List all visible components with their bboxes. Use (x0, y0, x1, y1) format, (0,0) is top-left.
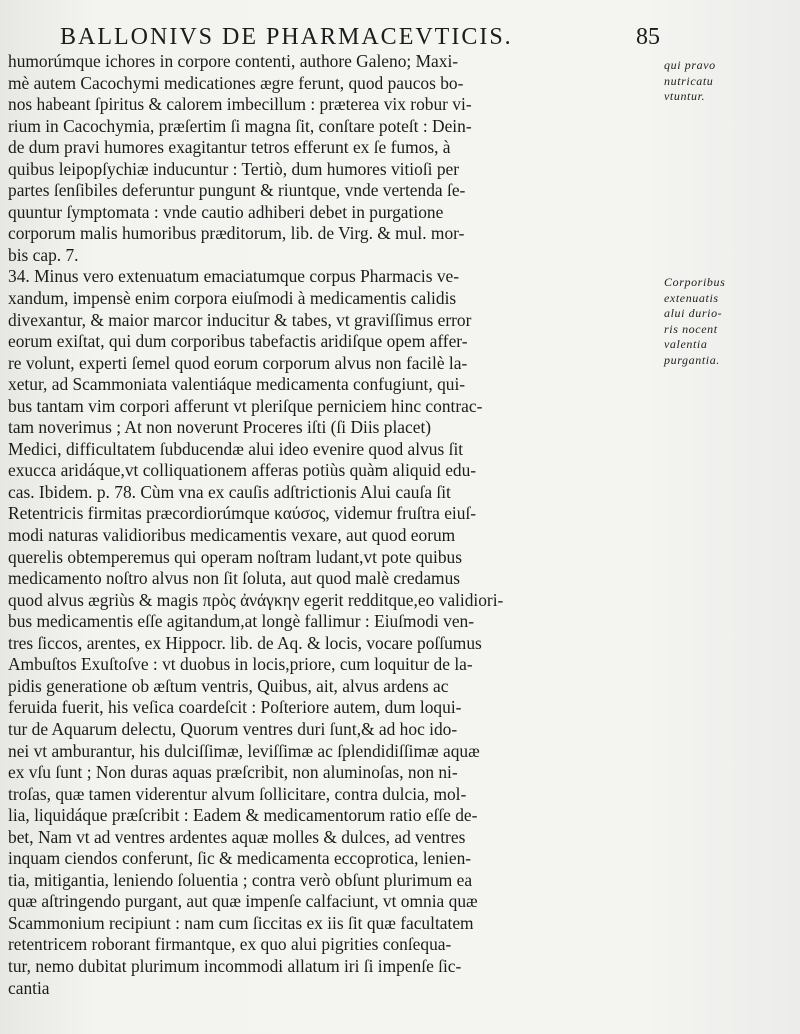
text-line: re volunt, experti ſemel quod eorum corporum alvus non facilè la- (8, 352, 468, 373)
margin-note-2 (664, 275, 794, 368)
text-line: partes ſenſibiles deferuntur pungunt & riuntque, vnde vertenda ſe- (8, 180, 466, 201)
text-line: cantia (8, 977, 50, 998)
text-line: Scammonium recipiunt : nam cum ſiccitas ex iis ſit quæ facultatem (8, 912, 474, 933)
text-line: eorum exiſtat, qui dum corporibus tabefactis aridiſque opem affer- (8, 331, 468, 352)
text-line: Medici, difficultatem ſubducendæ alui ideo evenire quod alvus ſit (8, 438, 464, 459)
text-line: modi naturas validioribus medicamentis vexare, aut quod eorum (8, 525, 456, 546)
text-line: humorúmque ichores in corpore contenti, authore Galeno; Maxi- (8, 51, 459, 71)
text-line: 34. Minus vero extenuatum emaciatumque corpus Pharmacis ve- (8, 266, 460, 287)
text-line: lia, liquidáque præſcribit : Eadem & medicamentorum ratio eſſe de- (8, 805, 478, 826)
text-line: corporum malis humoribus præditorum, lib. de Virg. & mul. mor- (8, 223, 465, 244)
text-line: quibus leipopſychiæ inducuntur : Tertiò, dum humores vitioſi per (8, 158, 460, 179)
text-line: cas. Ibidem. p. 78. Cùm vna ex cauſis adſtrictionis Alui cauſa ſit (8, 481, 451, 502)
text-line: inquam ciendos conferunt, ſic & medicamenta eccoprotica, lenien- (8, 848, 472, 869)
margin-note-line: vtuntur. (664, 89, 706, 103)
margin-note-line: Corporibus (664, 275, 726, 289)
margin-note-1 (664, 58, 794, 105)
text-line: mè autem Cacochymi medicationes ægre ferunt, quod paucos bo- (8, 72, 464, 93)
text-line: bus medicamentis eſſe agitandum,at longè fallimur : Eiuſmodi ven- (8, 611, 475, 632)
margin-note-line: valentia (664, 337, 708, 351)
margin-note-line: qui pravo (664, 58, 716, 72)
text-line: troſas, quæ tamen viderentur alvum ſollicitare, contra dulcia, mol- (8, 783, 467, 804)
text-line: tur de Aquarum delectu, Quorum ventres duri ſunt,& ad hoc ido- (8, 718, 458, 739)
text-line: bus tantam vim corpori afferunt vt pleriſque perniciem hinc contrac- (8, 395, 483, 416)
page-number: 85 (636, 24, 660, 50)
text-line: quæ aſtringendo purgant, aut quæ impenſe calfaciunt, vt omnia quæ (8, 891, 478, 912)
text-line: exucca aridáque,vt colliquationem afferas potiùs quàm aliquid edu- (8, 460, 477, 481)
text-line: divexantur, & maior marcor inducitur & tabes, vt graviſſimus error (8, 309, 472, 330)
text-line: xandum, impensè enim corpora eiuſmodi à medicamentis calidis (8, 288, 457, 309)
text-line: tam noverimus ; At non noverunt Proceres iſti (ſi Diis placet) (8, 417, 432, 438)
text-line: de dum pravi humores exagitantur tetros efferunt ex ſe fumos, à (8, 137, 451, 158)
text-line: tur, nemo dubitat plurimum incommodi allatum iri ſi impenſe ſic- (8, 955, 462, 976)
text-line: bis cap. 7. (8, 244, 79, 265)
text-line: querelis obtemperemus qui operam noſtram ludant,vt pote quibus (8, 546, 462, 567)
margin-note-line: alui durio- (664, 306, 723, 320)
text-line: feruida fuerit, his veſica coardeſcit : Poſteriore autem, dum loqui- (8, 697, 462, 718)
text-line: tia, mitigantia, leniendo ſoluentia ; contra verò obſunt plurimum ea (8, 869, 473, 890)
margin-note-line: ris nocent (664, 321, 718, 336)
running-title: BALLONIVS DE PHARMACEVTICIS. (60, 24, 513, 50)
text-line: retentricem roborant firmantque, ex quo alui pigrities conſequa- (8, 934, 452, 955)
margin-note-line: purgantia. (664, 352, 720, 367)
text-line: rium in Cacochymia, præſertim ſi magna ſit, conſtare poteſt : Dein- (8, 115, 472, 136)
text-line: bet, Nam vt ad ventres ardentes aquæ molles & dulces, ad ventres (8, 826, 466, 847)
text-line: nos habeant ſpiritus & calorem imbecillum : præterea vix robur vi- (8, 94, 472, 115)
page-header (60, 18, 660, 52)
text-line: xetur, ad Scammoniata valentiáque medicamenta confugiunt, qui- (8, 374, 466, 395)
margin-note-line: nutricatu (664, 73, 714, 88)
margin-note-line: extenuatis (664, 290, 719, 305)
text-line: Retentricis firmitas præcordiorúmque καύσος, videmur fruſtra eiuſ- (8, 503, 477, 524)
text-line: quuntur ſymptomata : vnde cautio adhiberi debet in purgatione (8, 201, 444, 222)
text-line: quod alvus ægriùs & magis πρὸς ἀνάγκην egerit redditque,eo validiori- (8, 589, 504, 610)
text-line: medicamento noſtro alvus non ſit ſoluta, aut quod malè credamus (8, 568, 461, 589)
text-line: ex vſu ſunt ; Non duras aquas præſcribit, non aluminoſas, non ni- (8, 762, 458, 783)
text-line: nei vt amburantur, his dulciſſimæ, leviſſimæ ac ſplendidiſſimæ aquæ (8, 740, 480, 761)
body-text (8, 51, 656, 999)
text-line: pidis generatione ob æſtum ventris, Quibus, ait, alvus ardens ac (8, 675, 449, 696)
text-line: Ambuſtos Exuſtoſve : vt duobus in locis,priore, cum loquitur de la- (8, 654, 473, 675)
text-line: tres ſiccos, arentes, ex Hippocr. lib. de Aq. & locis, vocare poſſumus (8, 632, 482, 653)
